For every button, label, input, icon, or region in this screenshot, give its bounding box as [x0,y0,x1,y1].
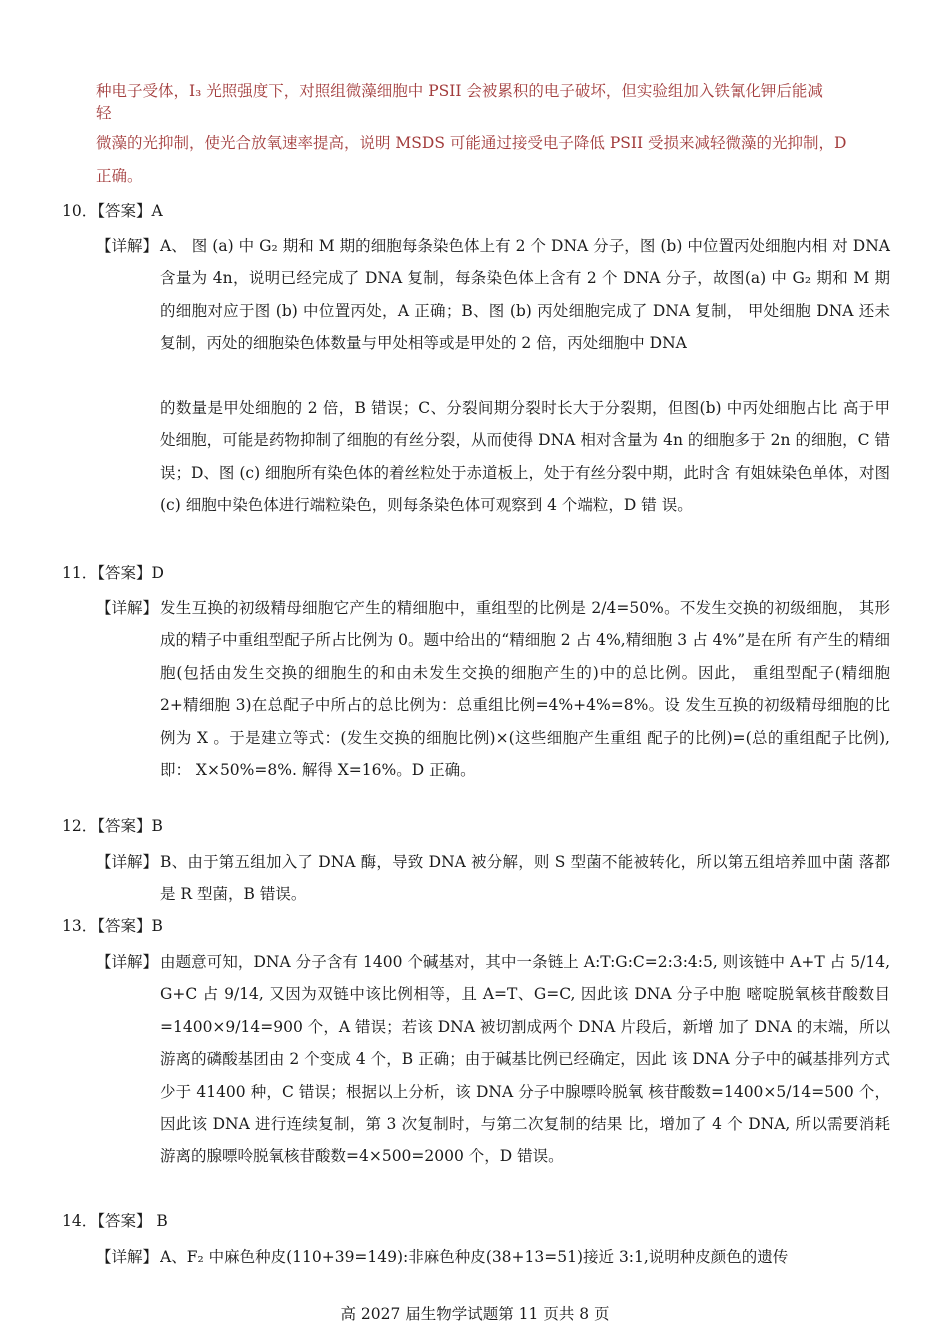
intro-line-1: 种电子受体，I₃ 光照强度下，对照组微藻细胞中 PSII 会被累积的电子破坏，但实验组加入铁氰化钾后能减 [96,82,823,100]
q14-answer: 14．【答案】 B [62,1212,168,1230]
q12-detail-label: 【详解】 [96,853,159,871]
q14-detail-p1: A、F₂ 中麻色种皮(110+39=149):非麻色种皮(38+13=51)接近 3:1,说明种皮颜色的遗传 [160,1248,789,1266]
q12-detail-p1: B、由于第五组加入了 DNA 酶，导致 DNA 被分解，则 S 型菌不能被转化，所以第五组培养皿中菌 落都是 R 型菌，B 错误。 [160,853,890,904]
q11-answer: 11．【答案】D [62,564,164,582]
q13-answer: 13．【答案】B [62,917,163,935]
q13-detail-p1: 由题意可知，DNA 分子含有 1400 个碱基对，其中一条链上 A:T:G:C=2:3:4:5, 则该链中 A+T 占 5/14, G+C 占 9/14, 又因为双链中该比例相等，且 A=T、G=C, 因此该 DNA 分子中胞 嘧啶脱氧核苷酸数目=1400×9/14=900 个，A 错误；若该 DNA 被切割成两个 DNA 片段后，新增 加了 DNA 的末端，所以游离的磷酸基团由 2 个变成 4 个，B 正确；由于碱基比例已经确定，因此 该 DNA 分子中的碱基排列方式少于 41400 种，C 错误；根据以上分析，该 DNA 分子中腺嘌呤脱氧 核苷酸数=1400×5/14=500 个，因此该 DNA 进行连续复制，第 3 次复制时，与第二次复制的结果 比，增加了 4 个 DNA, 所以需要消耗游离的腺嘌呤脱氧核苷酸数=4×500=2000 个，D 错误。 [160,953,890,1166]
intro-line-4: 正确。 [96,167,143,185]
q13-detail-label: 【详解】 [96,953,159,971]
q14-detail-label: 【详解】 [96,1248,159,1266]
q10-answer: 10．【答案】A [62,202,163,220]
q11-detail-label: 【详解】 [96,599,159,617]
page-footer: 高 2027 届生物学试题第 11 页共 8 页 [340,1305,610,1323]
intro-line-2: 轻 [96,104,112,122]
q12-answer: 12．【答案】B [62,817,163,835]
q10-detail-p2: 的数量是甲处细胞的 2 倍，B 错误；C、分裂间期分裂时长大于分裂期，但图(b) 中丙处细胞占比 高于甲处细胞，可能是药物抑制了细胞的有丝分裂，从而使得 DNA 相对含量为 4n 的细胞多于 2n 的细胞，C 错误；D、图 (c) 细胞所有染色体的着丝粒处于赤道板上，处于有丝分裂中期，此时含 有姐妹染色单体，对图(c) 细胞中染色体进行端粒染色，则每条染色体可观察到 4 个端粒，D 错 误。 [160,399,890,515]
q10-detail-label: 【详解】 [96,237,159,255]
q10-detail-p1: A、 图 (a) 中 G₂ 期和 M 期的细胞每条染色体上有 2 个 DNA 分子，图 (b) 中位置丙处细胞内相 对 DNA 含量为 4n，说明已经完成了 DNA 复制，每条染色体上含有 2 个 DNA 分子，故图(a) 中 G₂ 期和 M 期的细胞对应于图 (b) 中位置丙处，A 正确；B、图 (b) 丙处细胞完成了 DNA 复制， 甲处细胞 DNA 还未复制，丙处的细胞染色体数量与甲处相等或是甲处的 2 倍，丙处细胞中 DNA [160,237,890,353]
q11-detail-p1: 发生互换的初级精母细胞它产生的精细胞中，重组型的比例是 2/4=50%。不发生交换的初级细胞， 其形成的精子中重组型配子所占比例为 0。题中给出的“精细胞 2 占 4%,精细胞 3 占 4%”是在所 有产生的精细胞(包括由发生交换的细胞生的和由未发生交换的细胞产生的)中的总比例。因此， 重组型配子(精细胞 2+精细胞 3)在总配子中所占的总比例为：总重组比例=4%+4%=8%。设 发生互换的初级精母细胞的比例为 X 。于是建立等式：(发生交换的细胞比例)×(这些细胞产生重组 配子的比例)=(总的重组配子比例),即： X×50%=8%. 解得 X=16%。D 正确。 [160,599,890,780]
intro-line-3: 微藻的光抑制，使光合放氧速率提高，说明 MSDS 可能通过接受电子降低 PSII 受损来减轻微藻的光抑制，D [96,134,847,152]
